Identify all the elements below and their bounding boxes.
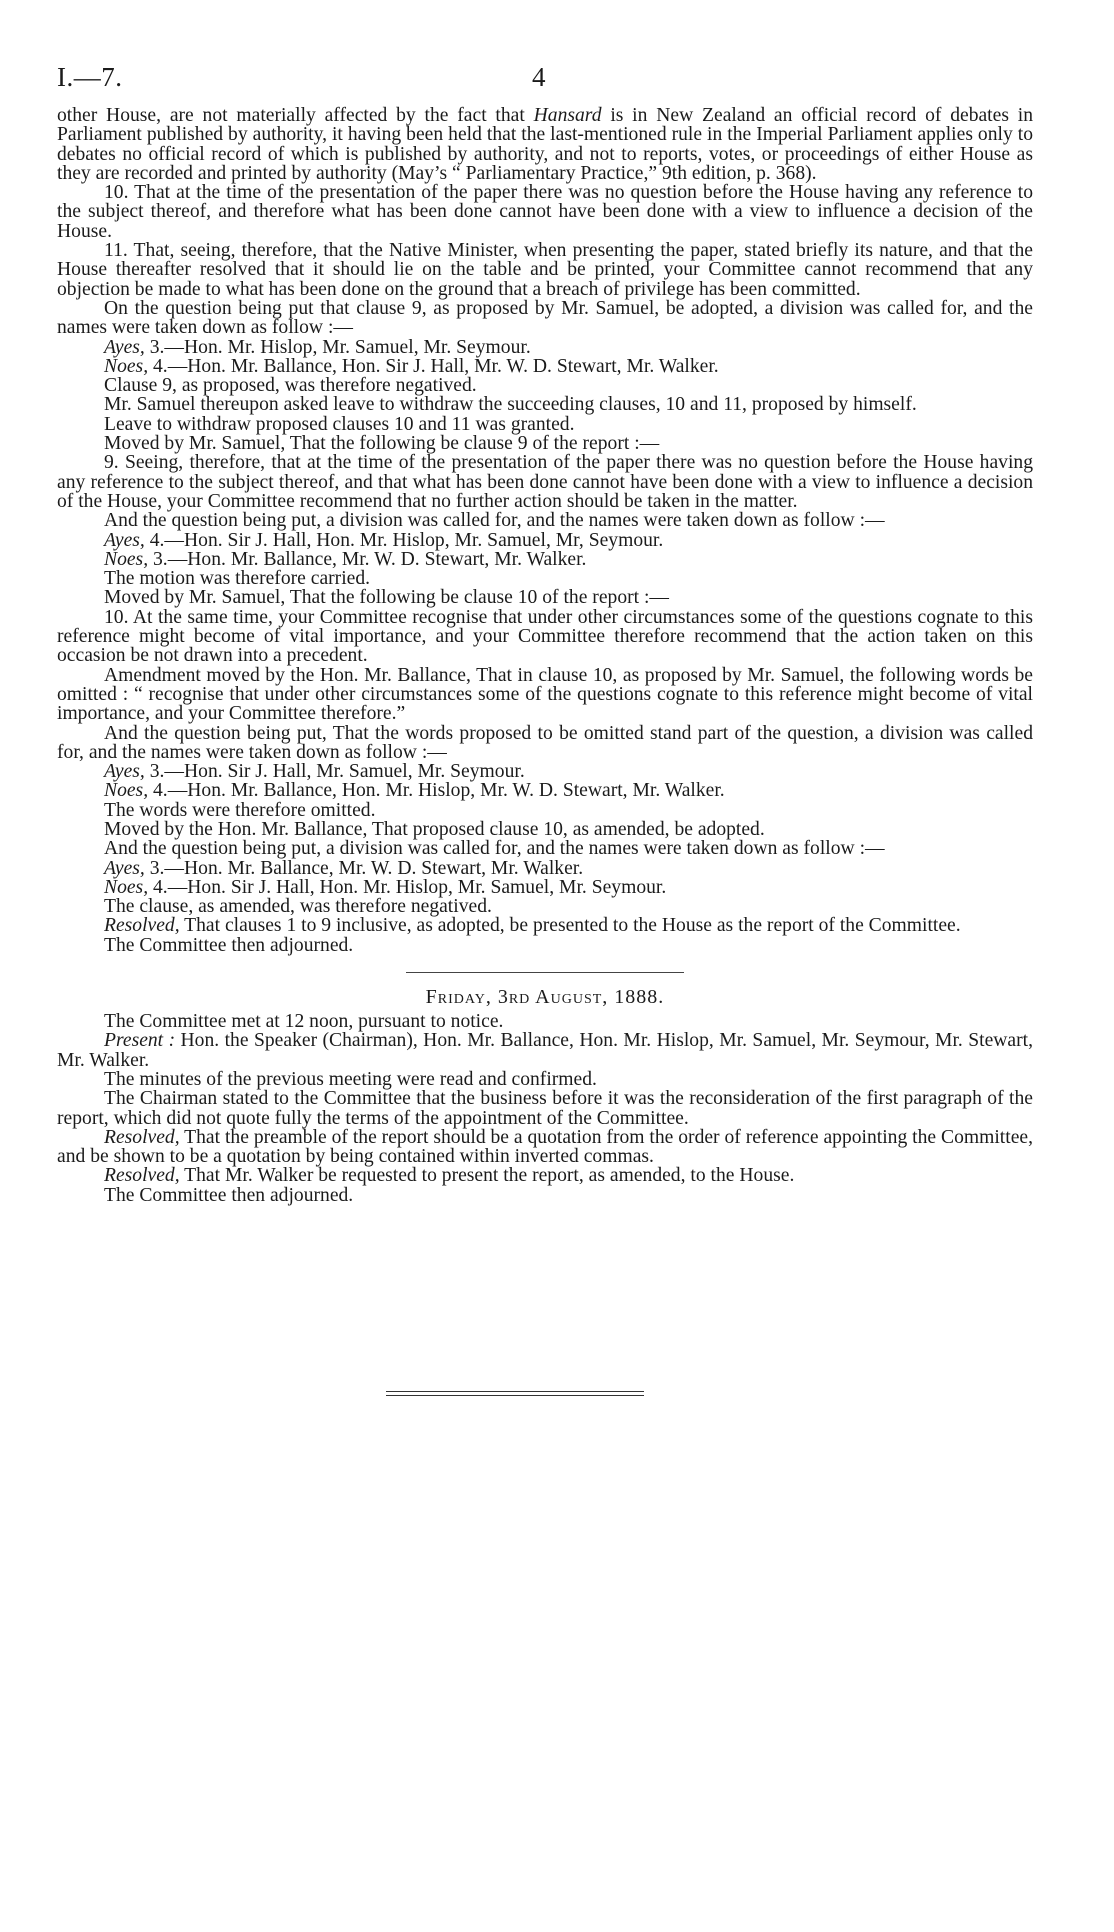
resolution: Resolved, That clauses 1 to 9 inclusive, as adopted, be presented to the House as the report of the Committee.: [104, 915, 961, 937]
paragraph: And the question being put, a division was called for, and the names were taken down as follow :—: [104, 510, 885, 532]
paragraph: The words were therefore omitted.: [104, 799, 376, 821]
section-divider: [406, 972, 684, 973]
paragraph: 10. At the same time, your Committee recognise that under other circumstances some of the questions cognate to this reference might become of vital importance, and your Committee therefore recommend that the action taken on this occasion be not drawn into a precedent.: [57, 606, 1033, 667]
paragraph: The minutes of the previous meeting were read and confirmed.: [104, 1068, 597, 1090]
paragraph: The motion was therefore carried.: [104, 568, 371, 590]
paragraph: 11. That, seeing, therefore, that the Native Minister, when presenting the paper, stated briefly its nature, and that the House thereafter resolved that it should lie on the table and be printed, your Committee cannot recommend that any objection be made to what has been done on the ground that a breach of privilege has been committed.: [57, 240, 1033, 300]
paragraph: Moved by Mr. Samuel, That the following be clause 10 of the report :—: [104, 587, 670, 609]
division-noes: Noes, 4.—Hon. Sir J. Hall, Hon. Mr. Hislop, Mr. Samuel, Mr. Seymour.: [104, 876, 667, 898]
paragraph: Mr. Samuel thereupon asked leave to withdraw the succeeding clauses, 10 and 11, proposed by himself.: [104, 394, 917, 416]
meeting-date-heading: Friday, 3rd August, 1888.: [425, 986, 665, 1009]
division-ayes: Ayes, 4.—Hon. Sir J. Hall, Hon. Mr. Hislop, Mr. Samuel, Mr, Seymour.: [104, 529, 664, 551]
division-noes: Noes, 4.—Hon. Mr. Ballance, Hon. Sir J. Hall, Mr. W. D. Stewart, Mr. Walker.: [104, 355, 719, 377]
paragraph: The Committee then adjourned.: [104, 934, 354, 956]
paragraph: Clause 9, as proposed, was therefore negatived.: [104, 375, 477, 397]
division-ayes: Ayes, 3.—Hon. Sir J. Hall, Mr. Samuel, Mr. Seymour.: [104, 761, 525, 783]
page-header: [57, 62, 1033, 106]
document-page: [57, 62, 1033, 1396]
division-ayes: Ayes, 3.—Hon. Mr. Hislop, Mr. Samuel, Mr. Seymour.: [104, 336, 531, 358]
division-ayes: Ayes, 3.—Hon. Mr. Ballance, Mr. W. D. Stewart, Mr. Walker.: [104, 857, 584, 879]
paragraph: other House, are not materially affected by the fact that Hansard is in New Zealand an official record of debates in Parliament published by authority, it having been held that the last-mentioned rule in the Imperial Parliament applies only to debates no official record of which is published by authority, and not to reports, votes, or proceedings of either House as they are recorded and printed by authority (May’s “ Parliamentary Practice,” 9th edition, p. 368).: [57, 105, 1033, 184]
division-noes: Noes, 3.—Hon. Mr. Ballance, Mr. W. D. Stewart, Mr. Walker.: [104, 548, 587, 570]
paragraph: The Chairman stated to the Committee that the business before it was the reconsideration of the first paragraph of the report, which did not quote fully the terms of the appointment of the Committee.: [57, 1088, 1033, 1129]
division-noes: Noes, 4.—Hon. Mr. Ballance, Hon. Mr. Hislop, Mr. W. D. Stewart, Mr. Walker.: [104, 780, 725, 802]
paragraph: And the question being put, a division was called for, and the names were taken down as follow :—: [104, 838, 885, 860]
present-list: Present : Hon. the Speaker (Chairman), Hon. Mr. Ballance, Hon. Mr. Hislop, Mr. Samuel, Mr. Seymour, Mr. Stewart, Mr. Walker.: [57, 1030, 1033, 1071]
resolution: Resolved, That the preamble of the report should be a quotation from the order of reference appointing the Committee, and be shown to be a quotation by being contained within inverted commas.: [57, 1126, 1033, 1168]
paragraph: Moved by the Hon. Mr. Ballance, That proposed clause 10, as amended, be adopted.: [104, 818, 765, 840]
page-id: I.—7.: [57, 62, 123, 92]
paragraph: The Committee then adjourned.: [104, 1184, 354, 1206]
page-number: 4: [532, 62, 546, 92]
paragraph: Moved by Mr. Samuel, That the following be clause 9 of the report :—: [104, 433, 660, 455]
paragraph: The Committee met at 12 noon, pursuant to notice.: [104, 1011, 504, 1033]
end-divider: [386, 1391, 644, 1396]
paragraph: 9. Seeing, therefore, that at the time of the presentation of the paper there was no question before the House having any reference to the subject thereof, and that what has been done cannot have been done with a view to influence a decision of the House, your Committee recommend that no further action should be taken in the matter.: [57, 452, 1033, 512]
paragraph: And the question being put, That the words proposed to be omitted stand part of the question, a division was called for, and the names were taken down as follow :—: [57, 722, 1033, 763]
paragraph: Leave to withdraw proposed clauses 10 and 11 was granted.: [104, 413, 575, 435]
resolution: Resolved, That Mr. Walker be requested to present the report, as amended, to the House.: [104, 1165, 795, 1187]
paragraph: Amendment moved by the Hon. Mr. Ballance, That in clause 10, as proposed by Mr. Samuel, the following words be omitted : “ recognise that under other circumstances some of the questions cognate to this reference might become of vital importance, and your Committee therefore.”: [57, 664, 1033, 725]
paragraph: The clause, as amended, was therefore negatived.: [104, 896, 492, 918]
paragraph: 10. That at the time of the presentation of the paper there was no question before the House having any reference to the subject thereof, and therefore what has been done cannot have been done with a view to influence a decision of the House.: [57, 182, 1033, 242]
paragraph: On the question being put that clause 9, as proposed by Mr. Samuel, be adopted, a division was called for, and the names were taken down as follow :—: [57, 297, 1033, 339]
minutes-body: [57, 106, 1033, 1396]
hansard-word: Hansard: [533, 105, 602, 126]
